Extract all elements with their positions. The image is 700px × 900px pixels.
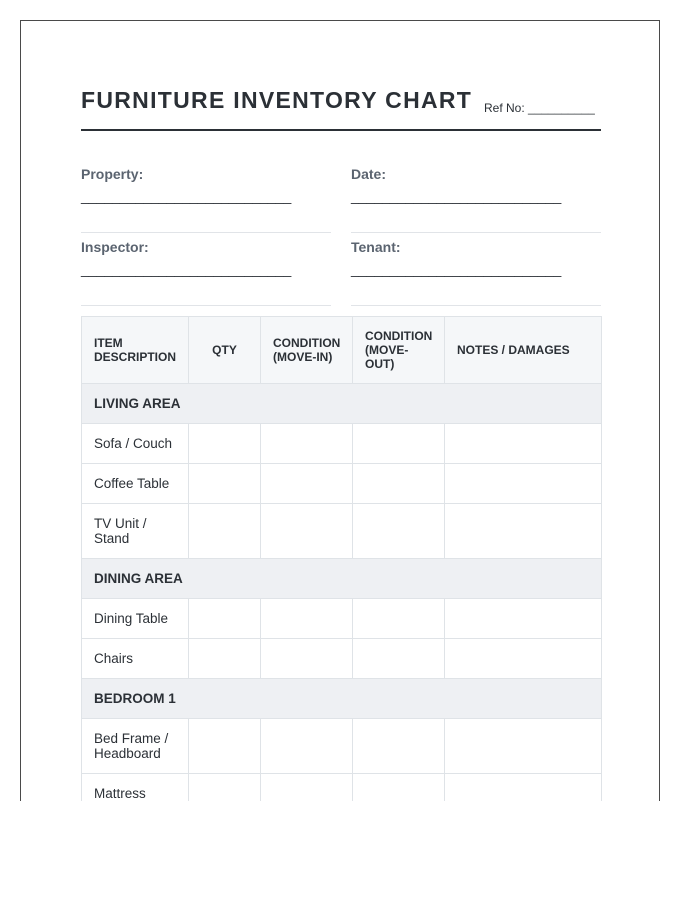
inventory-table <box>81 316 602 801</box>
document-page <box>20 20 660 801</box>
qty-cell[interactable] <box>189 599 261 639</box>
date-label: Date: <box>351 166 387 182</box>
section-row-dining-area <box>82 559 602 599</box>
notes-cell[interactable] <box>445 504 602 559</box>
date-input-line[interactable]: ___________________________ <box>351 188 562 204</box>
table-row <box>82 639 602 679</box>
header-condition-move-out: CONDITION (MOVE-OUT) <box>353 317 445 384</box>
move-out-cell[interactable] <box>353 504 445 559</box>
move-in-cell[interactable] <box>261 424 353 464</box>
table-row <box>82 774 602 802</box>
move-out-cell[interactable] <box>353 639 445 679</box>
notes-cell[interactable] <box>445 599 602 639</box>
move-out-cell[interactable] <box>353 424 445 464</box>
date-divider <box>351 232 601 233</box>
notes-cell[interactable] <box>445 464 602 504</box>
section-title: LIVING AREA <box>82 384 602 424</box>
header-qty: QTY <box>189 317 261 384</box>
qty-cell[interactable] <box>189 774 261 802</box>
inspector-label: Inspector: <box>81 239 149 255</box>
item-cell: Mattress <box>82 774 189 802</box>
move-out-cell[interactable] <box>353 774 445 802</box>
move-out-cell[interactable] <box>353 464 445 504</box>
property-input-line[interactable]: ___________________________ <box>81 188 292 204</box>
date-field[interactable] <box>351 166 601 204</box>
title-row <box>81 85 601 131</box>
tenant-field[interactable] <box>351 239 601 277</box>
header-item-description: ITEM DESCRIPTION <box>82 317 189 384</box>
table-row <box>82 719 602 774</box>
property-field[interactable] <box>81 166 331 204</box>
inspector-divider <box>81 305 331 306</box>
move-in-cell[interactable] <box>261 599 353 639</box>
move-in-cell[interactable] <box>261 719 353 774</box>
inspector-input-line[interactable]: ___________________________ <box>81 261 292 277</box>
item-cell: Sofa / Couch <box>82 424 189 464</box>
qty-cell[interactable] <box>189 719 261 774</box>
inspector-field[interactable] <box>81 239 331 277</box>
table-row <box>82 424 602 464</box>
qty-cell[interactable] <box>189 639 261 679</box>
tenant-divider <box>351 305 601 306</box>
move-in-cell[interactable] <box>261 774 353 802</box>
item-cell: Bed Frame / Headboard <box>82 719 189 774</box>
notes-cell[interactable] <box>445 424 602 464</box>
header-condition-move-in: CONDITION (MOVE-IN) <box>261 317 353 384</box>
item-cell: Chairs <box>82 639 189 679</box>
section-row-bedroom-1 <box>82 679 602 719</box>
table-row <box>82 599 602 639</box>
qty-cell[interactable] <box>189 424 261 464</box>
qty-cell[interactable] <box>189 464 261 504</box>
section-row-living-area <box>82 384 602 424</box>
move-out-cell[interactable] <box>353 719 445 774</box>
property-divider <box>81 232 331 233</box>
notes-cell[interactable] <box>445 719 602 774</box>
tenant-label: Tenant: <box>351 239 401 255</box>
item-cell: Dining Table <box>82 599 189 639</box>
move-in-cell[interactable] <box>261 504 353 559</box>
table-row <box>82 464 602 504</box>
property-label: Property: <box>81 166 144 182</box>
notes-cell[interactable] <box>445 639 602 679</box>
move-in-cell[interactable] <box>261 639 353 679</box>
tenant-input-line[interactable]: ___________________________ <box>351 261 562 277</box>
item-cell: Coffee Table <box>82 464 189 504</box>
document-title: FURNITURE INVENTORY CHART <box>81 87 473 113</box>
move-in-cell[interactable] <box>261 464 353 504</box>
table-row <box>82 504 602 559</box>
item-cell: TV Unit / Stand <box>82 504 189 559</box>
notes-cell[interactable] <box>445 774 602 802</box>
ref-number-field[interactable]: Ref No: __________ <box>484 101 595 115</box>
section-title: DINING AREA <box>82 559 602 599</box>
table-header-row <box>82 317 602 384</box>
qty-cell[interactable] <box>189 504 261 559</box>
section-title: BEDROOM 1 <box>82 679 602 719</box>
header-notes-damages: NOTES / DAMAGES <box>445 317 602 384</box>
move-out-cell[interactable] <box>353 599 445 639</box>
